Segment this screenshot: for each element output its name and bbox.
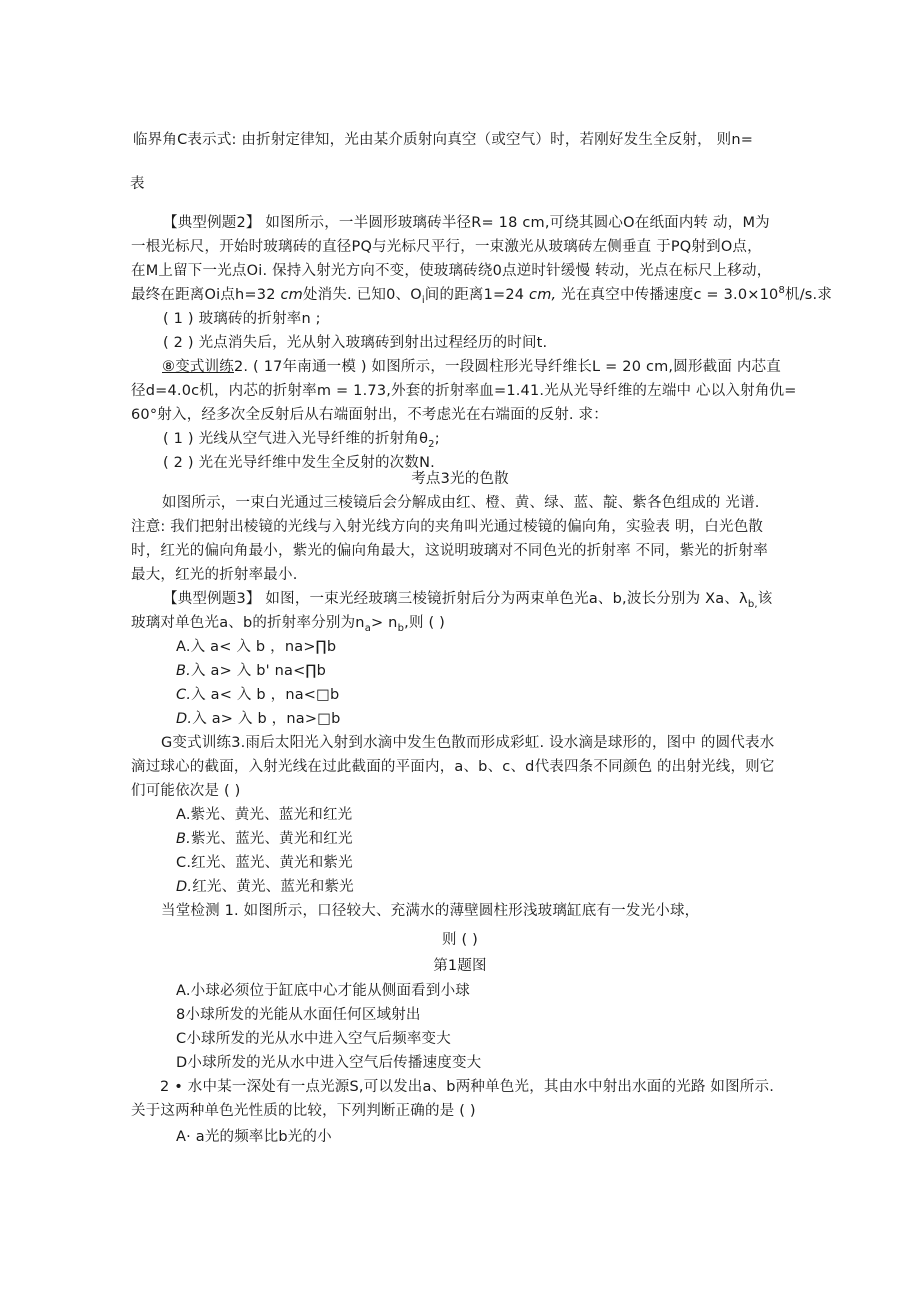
variant2-question-1	[163, 429, 440, 449]
variant3-option-b-letter: B.	[176, 831, 191, 847]
variant3-option-a: A.紫光、黄光、蓝光和红光	[176, 807, 353, 823]
example3-line-2-d: b	[397, 622, 405, 634]
example2-line-4-g: 光在真空中传播速度c = 3.0×10	[556, 287, 779, 303]
example2-line-4-b: cm	[280, 287, 303, 303]
example3-option-d-text: 入 a> 入 b ，na>□b	[192, 711, 341, 727]
variant2-label: ⑧变式训练	[162, 359, 234, 375]
variant3-option-b-text: 紫光、蓝光、黄光和红光	[190, 831, 353, 847]
example3-line-1	[163, 589, 772, 609]
example2-line-4-a: 最终在距离Oi点h=32	[131, 287, 281, 303]
example3-option-d-letter: D.	[176, 711, 193, 727]
check-q2-option-a: A· a光的频率比b光的小	[176, 1129, 332, 1145]
variant3-line-1: G变式训练3.雨后太阳光入射到水滴中发生色散而形成彩虹. 设水滴是球形的，图中 的圆代表水	[161, 735, 775, 751]
check-q2-line-2: 关于这两种单色光性质的比较，下列判断正确的是 ( )	[131, 1103, 476, 1119]
variant3-option-d	[176, 877, 354, 897]
example3-line-2-c: > n	[371, 615, 398, 631]
check-line-2: 则 ( )	[441, 932, 479, 948]
example2-line-3: 在M上留下一光点Oi. 保持入射光方向不变，使玻璃砖绕0点逆时针缓慢 转动，光点在标尺上移动，	[131, 263, 772, 279]
example3-option-c	[176, 685, 339, 705]
example2-line-4-c: 处消失. 已知0、O	[302, 287, 422, 303]
check-option-d: D小球所发的光从水中进入空气后传播速度变大	[176, 1055, 482, 1071]
example3-line-1-b: b,	[747, 598, 758, 610]
formula-line-2: 表	[130, 176, 145, 192]
check-option-a: A.小球必须位于缸底中心才能从侧面看到小球	[176, 983, 470, 999]
example3-option-b	[176, 661, 326, 681]
example3-option-c-letter: C.	[176, 687, 192, 703]
variant3-option-d-letter: D.	[176, 879, 193, 895]
example3-line-2-b: a	[364, 622, 372, 634]
example3-line-2-e: ,则 ( )	[404, 615, 445, 631]
example2-line-4	[131, 285, 832, 305]
variant2-question-1-b: 2	[428, 438, 435, 450]
example2-question-2: ( 2 ) 光点消失后，光从射入玻璃砖到射出过程经历的时间t.	[163, 335, 548, 351]
variant2-question-2: ( 2 ) 光在光导纤维中发生全反射的次数N.	[163, 455, 435, 471]
example3-option-b-text: 入 a> 入 b' na<∏b	[190, 663, 327, 679]
check-figure-caption: 第1题图	[433, 958, 487, 974]
check-option-b: 8小球所发的光能从水面任何区域射出	[176, 1007, 421, 1023]
example3-option-c-text: 入 a< 入 b ，na<□b	[191, 687, 340, 703]
section3-line-4: 最大，红光的折射率最小.	[131, 567, 298, 583]
check-line-1: 当堂检测 1. 如图所示，口径较大、充满水的薄壁圆柱形浅玻璃缸底有一发光小球，	[161, 903, 700, 919]
example2-line-4-d: i	[421, 294, 425, 306]
variant3-line-2: 滴过球心的截面，入射光线在过此截面的平面内，a、b、c、d代表四条不同颜色 的出射光线，则它	[131, 759, 775, 775]
variant2-question-1-c: ;	[434, 431, 440, 447]
example2-line-4-h: 8	[778, 285, 786, 297]
example2-question-1: ( 1 ) 玻璃砖的折射率n ;	[163, 311, 321, 327]
example2-line-2: 一根光标尺，开始时玻璃砖的直径PQ与光标尺平行，一束激光从玻璃砖左侧垂直 于PQ射到O点，	[131, 239, 762, 255]
section3-line-1: 如图所示，一束白光通过三棱镜后会分解成由红、橙、黄、绿、蓝、靛、紫各色组成的 光谱.	[162, 495, 760, 511]
variant2-line-1-rest: 2. ( 17年南通一模 ) 如图所示，一段圆柱形光导纤维长L = 20 cm,圆形截面 内芯直	[234, 359, 781, 375]
example3-option-d	[176, 709, 341, 729]
example3-line-2	[131, 613, 445, 633]
section3-line-3: 时，红光的偏向角最小，紫光的偏向角最大，这说明玻璃对不同色光的折射率 不同，紫光的折射率	[131, 543, 768, 559]
variant3-option-d-text: 红光、黄光、蓝光和紫光	[192, 879, 354, 895]
example3-line-2-a: 玻璃对单色光a、b的折射率分别为n	[131, 615, 365, 631]
formula-line-1: 临界角C表示式: 由折射定律知，光由某介质射向真空（或空气）时，若刚好发生全反射， 则n=	[133, 132, 754, 148]
section3-title: 考点3光的色散	[411, 471, 509, 487]
variant3-option-c: C.红光、蓝光、黄光和紫光	[176, 855, 353, 871]
example2-line-4-f: cm,	[529, 287, 557, 303]
check-option-c: C小球所发的光从水中进入空气后频率变大	[176, 1031, 451, 1047]
example3-option-a: A.入 a< 入 b ，na>∏b	[176, 639, 337, 655]
section3-line-2: 注意: 我们把射出棱镜的光线与入射光线方向的夹角叫光通过棱镜的偏向角，实验表 明，白光色散	[131, 519, 764, 535]
variant2-line-2: 径d=4.0c机，内芯的折射率m = 1.73,外套的折射率血=1.41.光从光导纤维的左端中 心以入射角仇=	[131, 383, 797, 399]
example2-line-4-e: 间的距离1=24	[424, 287, 530, 303]
example3-line-1-a: 【典型例题3】 如图，一束光经玻璃三棱镜折射后分为两束单色光a、b,波长分别为 Xa、λ	[163, 591, 748, 607]
variant2-line-3: 60°射入，经多次全反射后从右端面射出，不考虑光在右端面的反射. 求：	[131, 407, 608, 423]
variant3-option-b	[176, 829, 353, 849]
variant2-line-1	[162, 357, 781, 377]
check-q2-line-1: 2 • 水中某一深处有一点光源S,可以发出a、b两种单色光，其由水中射出水面的光路 如图所示.	[160, 1079, 775, 1095]
variant2-question-1-a: ( 1 ) 光线从空气进入光导纤维的折射角θ	[163, 431, 429, 447]
example3-line-1-c: 该	[757, 591, 773, 607]
example3-option-b-letter: B.	[176, 663, 191, 679]
example2-line-4-i: 机/s.求	[785, 287, 833, 303]
variant3-line-3: 们可能依次是 ( )	[131, 783, 241, 799]
example2-line-1: 【典型例题2】 如图所示，一半圆形玻璃砖半径R= 18 cm,可绕其圆心O在纸面内转 动，M为	[163, 215, 770, 231]
